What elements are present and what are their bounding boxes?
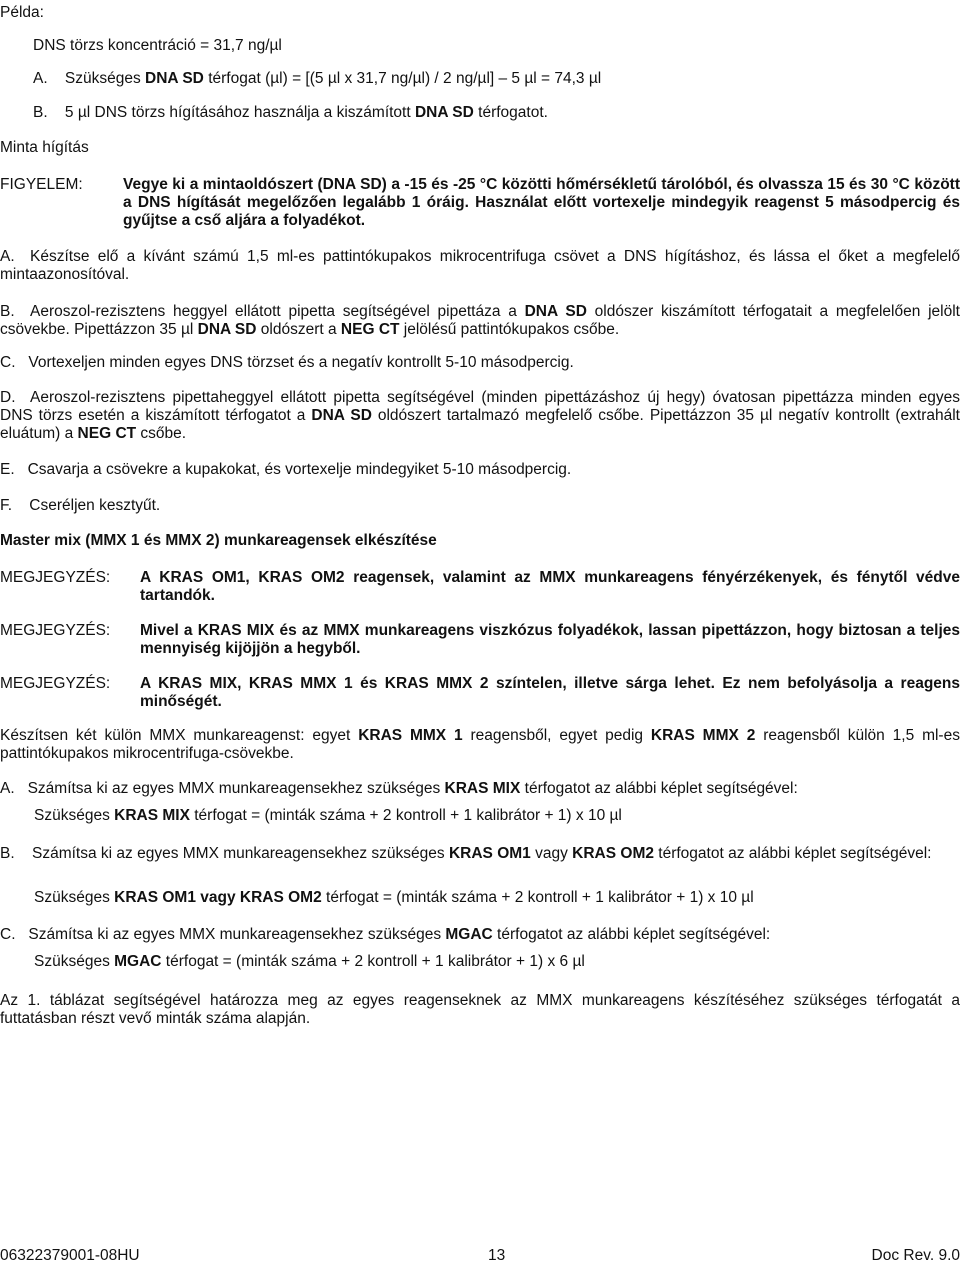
formula-kras-mix: Szükséges KRAS MIX térfogat = (minták száma + 2 kontroll + 1 kalibrátor + 1) x 10 µl: [34, 807, 622, 824]
step-text: Készítse elő a kívánt számú 1,5 ml-es pattintókupakos mikrocentrifuga csövet a DNS hígításhoz, és lássa el őket a megfelelő mintaazonosítóval.: [0, 248, 960, 283]
reagent-name: DNA SD: [414, 104, 474, 121]
warning-note: [0, 176, 960, 236]
step-label: B.: [0, 845, 15, 862]
step-label: E.: [0, 461, 15, 478]
step-label: D.: [0, 389, 16, 406]
step-text: térfogat (µl) = [(5 µl x 31,7 ng/µl) / 2 ng/µl] – 5 µl = 74,3 µl: [203, 70, 602, 87]
formula-kras-om: Szükséges KRAS OM1 vagy KRAS OM2 térfogat = (minták száma + 2 kontroll + 1 kalibrátor + 1) x 10 µl: [34, 889, 754, 906]
step-label: A.: [0, 780, 15, 797]
step-label: A.: [33, 70, 48, 87]
step-text: Szükséges: [64, 70, 146, 87]
step-text: Csavarja a csövekre a kupakokat, és vortexelje mindegyiket 5-10 másodpercig.: [27, 461, 572, 478]
dilution-heading: Minta hígítás: [0, 139, 89, 156]
footer-doc-id: 06322379001-08HU: [0, 1247, 140, 1264]
warning-text: Vegye ki a mintaoldószert (DNA SD) a -15 és -25 °C közötti hőmérsékletű tárolóból, és olvassza 15 és 30 °C között a DNS hígítását megelőzően legalább 1 óráig. Használat előtt vortexelje mindegyik reagenst 5 másodpercig és gyűjtse a cső aljára a folyadékot.: [123, 176, 960, 229]
mmx-intro: Készítsen két külön MMX munkareagenst: egyet KRAS MMX 1 reagensből, egyet pedig KRAS MMX 2 reagensből külön 1,5 ml-es pattintókupakos mikrocentrifuga-csövekbe.: [0, 727, 960, 762]
step-label: C.: [0, 926, 16, 943]
note-2: [0, 622, 960, 662]
note-text: A KRAS MIX, KRAS MMX 1 és KRAS MMX 2 színtelen, illetve sárga lehet. Ez nem befolyásolja a reagens minőségét.: [140, 675, 960, 710]
dilution-step-e: [0, 461, 571, 479]
warning-label: FIGYELEM:: [0, 176, 83, 193]
note-label: MEGJEGYZÉS:: [0, 622, 111, 639]
footer-page-number: 13: [488, 1247, 506, 1264]
mmx-step-a: A. Számítsa ki az egyes MMX munkareagensekhez szükséges KRAS MIX térfogatot az alábbi képlet segítségével:: [0, 780, 798, 797]
closing-paragraph: Az 1. táblázat segítségével határozza meg az egyes reagenseknek az MMX munkareagens készítéséhez szükséges térfogatát a futtatásban részt vevő minták száma alapján.: [0, 992, 960, 1027]
example-step-a: [33, 70, 601, 88]
step-label: A.: [0, 248, 15, 265]
master-mix-heading: Master mix (MMX 1 és MMX 2) munkareagensek elkészítése: [0, 532, 437, 549]
step-text: Cseréljen kesztyűt.: [29, 497, 161, 514]
step-label: C.: [0, 354, 16, 371]
note-label: MEGJEGYZÉS:: [0, 569, 111, 586]
footer-revision: Doc Rev. 9.0: [871, 1247, 960, 1264]
mmx-step-b: [0, 845, 960, 885]
step-label: B.: [0, 303, 15, 320]
note-text: Mivel a KRAS MIX és az MMX munkareagens viszkózus folyadékok, lassan pipettázzon, hogy biztosan a teljes mennyiség kijöjjön a hegyből.: [140, 622, 960, 657]
dilution-step-b: [0, 303, 960, 343]
example-heading: Példa:: [0, 4, 44, 21]
dilution-step-f: [0, 497, 160, 515]
step-label: B.: [33, 104, 48, 121]
dilution-step-a: [0, 248, 960, 288]
formula-mgac: Szükséges MGAC térfogat = (minták száma + 2 kontroll + 1 kalibrátor + 1) x 6 µl: [34, 953, 585, 970]
note-1: [0, 569, 960, 609]
step-label: F.: [0, 497, 13, 514]
dilution-step-d: [0, 389, 960, 447]
step-text: térfogatot.: [473, 104, 548, 121]
step-text: 5 µl DNS törzs hígításához használja a kiszámított: [64, 104, 415, 121]
note-text: A KRAS OM1, KRAS OM2 reagensek, valamint az MMX munkareagens fényérzékenyek, és fénytől védve tartandók.: [140, 569, 960, 604]
step-text: Aeroszol-rezisztens heggyel ellátott pipetta segítségével pipettáza a DNA SD oldószer kiszámított térfogatait a megfelelően jelölt csövekbe. Pipettázzon 35 µl DNA SD oldószert a NEG CT jelölésű pattintókupakos csőbe.: [0, 303, 960, 338]
step-text: Számítsa ki az egyes MMX munkareagensekhez szükséges KRAS OM1 vagy KRAS OM2 térfogatot az alábbi képlet segítségével:: [32, 845, 932, 862]
reagent-name: DNA SD: [145, 70, 204, 87]
note-label: MEGJEGYZÉS:: [0, 675, 111, 692]
note-3: [0, 675, 960, 715]
step-text: Aeroszol-rezisztens pipettaheggyel ellátott pipetta segítségével (minden pipettázáshoz új hegy) óvatosan pipettázza minden egyes DNS törzs esetén a kiszámított térfogatot a DNA SD oldószert tartalmazó megfelelő csőbe. Pipettázzon 35 µl negatív kontrollt (extrahált eluátum) a NEG CT csőbe.: [0, 389, 960, 442]
dilution-step-c: [0, 354, 574, 372]
example-step-b: [33, 104, 548, 122]
concentration-line: DNS törzs koncentráció = 31,7 ng/µl: [33, 37, 282, 54]
mmx-step-c: C. Számítsa ki az egyes MMX munkareagensekhez szükséges MGAC térfogatot az alábbi képlet segítségével:: [0, 926, 771, 943]
step-text: Vortexeljen minden egyes DNS törzset és a negatív kontrollt 5-10 másodpercig.: [28, 354, 574, 371]
